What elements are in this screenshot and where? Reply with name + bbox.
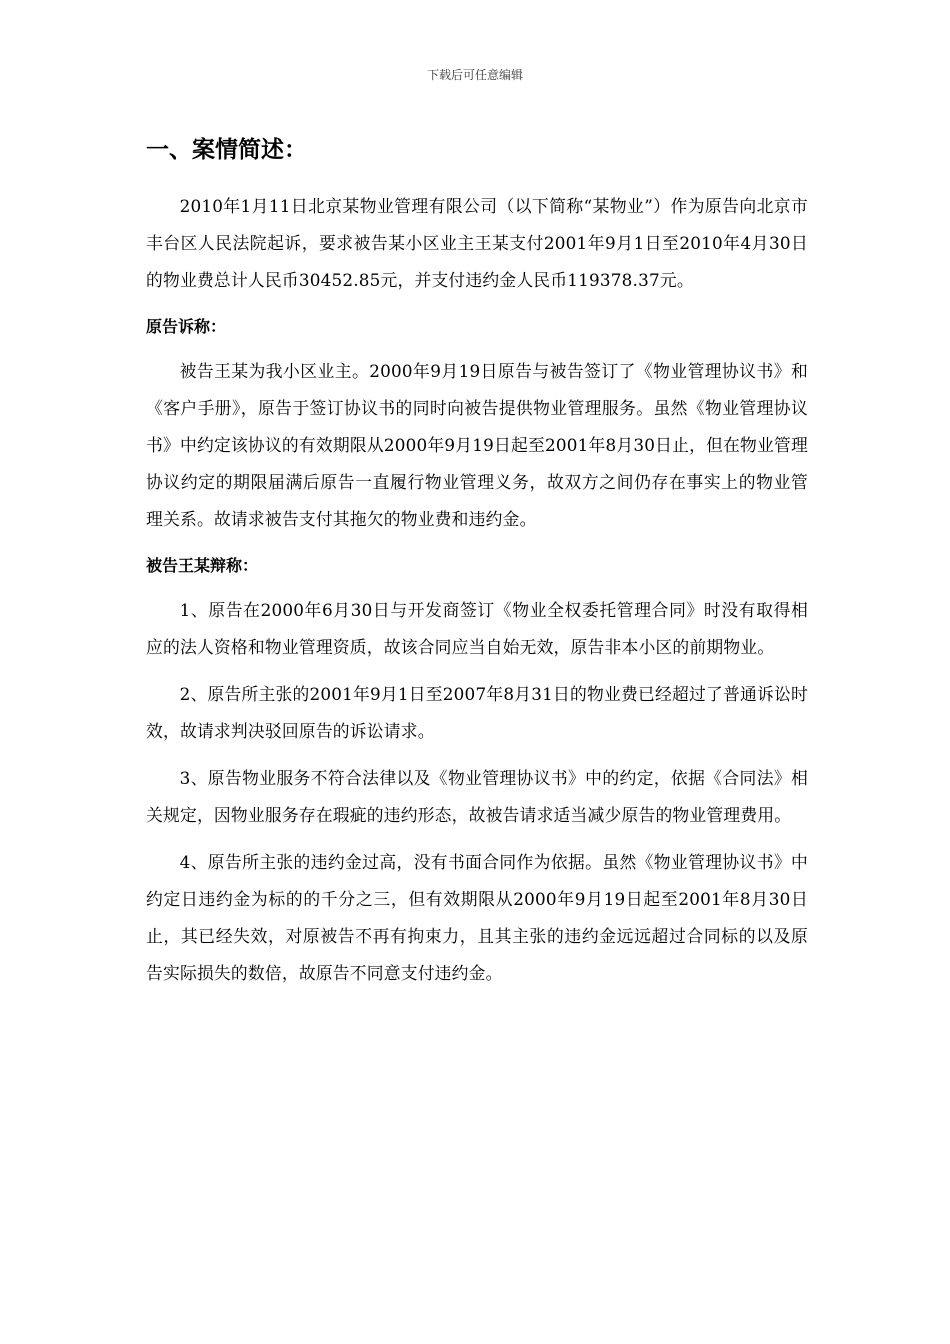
defendant-heading: 被告王某辩称： [146,556,259,575]
plaintiff-paragraph: 被告王某为我小区业主。2000年9月19日原告与被告签订了《物业管理协议书》和《客户手册》，原告于签订协议书的同时向被告提供物业管理服务。虽然《物业管理协议书》中约定该协议的有效期限从2000年9月19日起至2001年8月30日止，但在物业管理协议约定的期限届满后原告一直履行物业管理义务，故双方之间仍存在事实上的物业管理关系。故请求被告支付其拖欠的物业费和违约金。 [146,361,808,529]
defendant-point-1: 1、原告在2000年6月30日与开发商签订《物业全权委托管理合同》时没有取得相应的法人资格和物业管理资质，故该合同应当自始无效，原告非本小区的前期物业。 [146,600,808,657]
section-title: 一、案情简述： [146,137,307,163]
defendant-point-3: 3、原告物业服务不符合法律以及《物业管理协议书》中的约定，依据《合同法》相关规定，因物业服务存在瑕疵的违约形态，故被告请求适当减少原告的物业管理费用。 [146,768,808,825]
document-body [146,130,808,1002]
header-note: 下载后可任意编辑 [426,68,523,82]
case-summary-paragraph: 2010年1月11日北京某物业管理有限公司（以下简称“某物业”）作为原告向北京市丰台区人民法院起诉，要求被告某小区业主王某支付2001年9月1日至2010年4月30日的物业费总计人民币30452.85元，并支付违约金人民币119378.37元。 [146,196,808,290]
plaintiff-heading: 原告诉称： [146,317,227,336]
defendant-point-2: 2、原告所主张的2001年9月1日至2007年8月31日的物业费已经超过了普通诉讼时效，故请求判决驳回原告的诉讼请求。 [146,684,808,741]
defendant-point-4: 4、原告所主张的违约金过高，没有书面合同作为依据。虽然《物业管理协议书》中约定日违约金为标的的千分之三，但有效期限从2000年9月19日起至2001年8月30日止，其已经失效，对原被告不再有拘束力，且其主张的违约金远远超过合同标的以及原告实际损失的数倍，故原告不同意支付违约金。 [146,852,808,983]
